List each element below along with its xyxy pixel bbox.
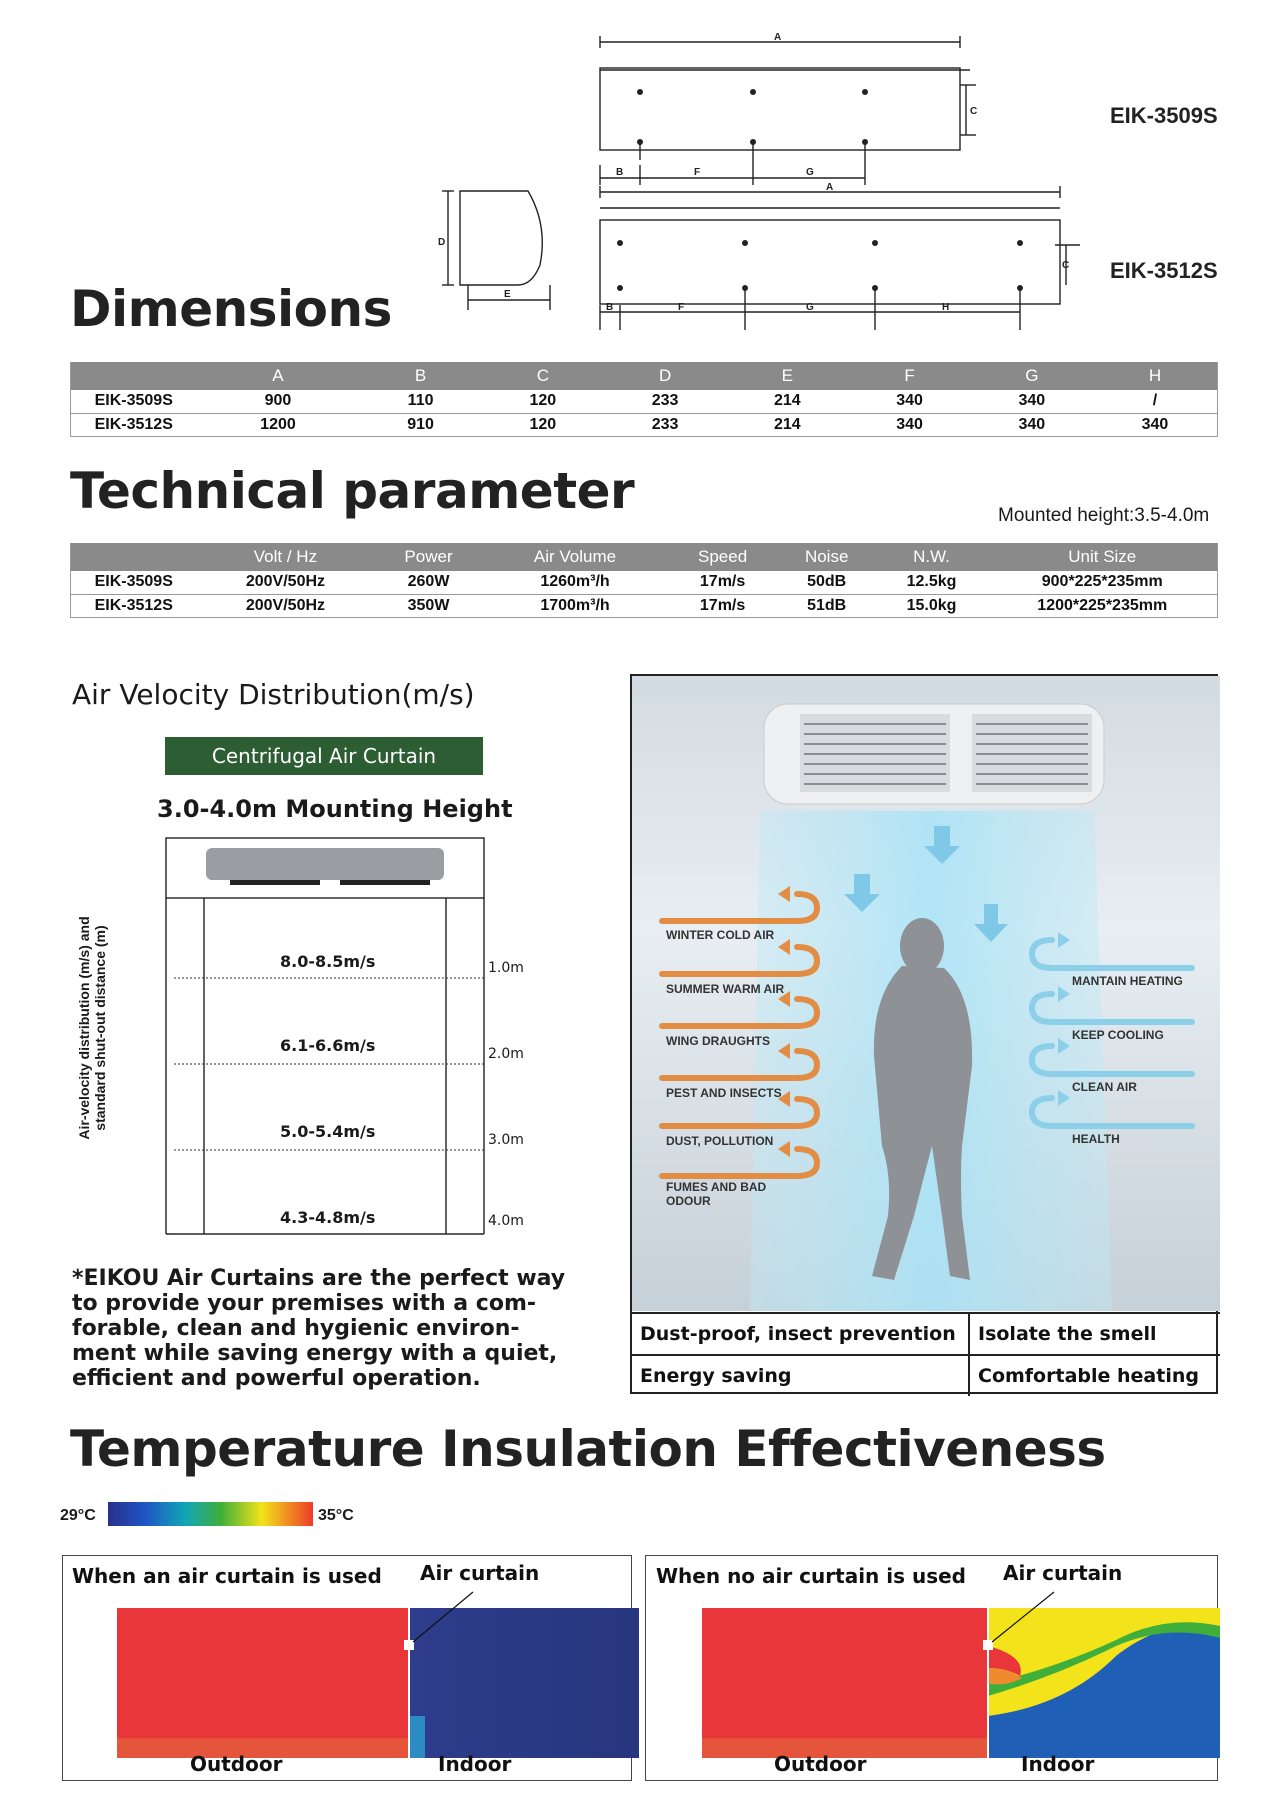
with-curtain-title: When an air curtain is used — [72, 1564, 382, 1588]
dimensions-title: Dimensions — [70, 280, 392, 338]
drawing-letter-e: E — [504, 289, 511, 300]
dimension-drawing-side — [440, 185, 560, 315]
table-cell: EIK-3512S — [71, 594, 197, 617]
velocity-axis-label-line1: Air-velocity distribution (m/s) and — [76, 916, 92, 1140]
table-cell: 214 — [726, 390, 848, 413]
drawing-letter-g-2: G — [806, 302, 814, 313]
table-cell: 1260m³/h — [483, 571, 668, 594]
outdoor-label-summer: SUMMER WARM AIR — [666, 982, 785, 996]
table-cell: 15.0kg — [876, 594, 988, 617]
table-row — [71, 594, 1218, 617]
table-cell: 340 — [848, 390, 970, 413]
eikou-description: *EIKOU Air Curtains are the perfect way to provide your premises with a com-forable, clean and hygienic environ-ment while saving energy with a quiet, efficient and powerful operation. — [72, 1266, 566, 1391]
tech-header-noise: Noise — [778, 543, 876, 571]
dim-header-model — [71, 362, 197, 390]
type-badge: Centrifugal Air Curtain — [165, 737, 483, 775]
indoor-label-health: HEALTH — [1072, 1132, 1120, 1146]
dimension-drawing-3509s — [590, 30, 990, 190]
temperature-scale-bar — [108, 1502, 313, 1526]
dim-header-g: G — [971, 362, 1093, 390]
scale-min: 29°C — [60, 1507, 96, 1524]
velocity-level-4: 4.3-4.8m/s — [280, 1208, 376, 1227]
air-curtain-scene — [630, 674, 1218, 1394]
dim-header-f: F — [848, 362, 970, 390]
drawing-letter-b-2: B — [606, 302, 614, 313]
technical-table — [70, 543, 1218, 618]
tech-header-model — [71, 543, 197, 571]
table-cell: 200V/50Hz — [197, 571, 375, 594]
mounted-height-note: Mounted height:3.5-4.0m — [998, 505, 1210, 526]
table-row — [71, 413, 1218, 436]
table-cell: 50dB — [778, 571, 876, 594]
model-label-3512s: EIK-3512S — [1110, 258, 1218, 283]
table-cell: 340 — [971, 413, 1093, 436]
table-cell: 1200*225*235mm — [988, 594, 1218, 617]
distance-level-3: 3.0m — [488, 1132, 524, 1148]
indoor-label-clean-air: CLEAN AIR — [1072, 1080, 1137, 1094]
distance-level-1: 1.0m — [488, 960, 524, 976]
tech-header-speed: Speed — [667, 543, 777, 571]
table-row — [71, 390, 1218, 413]
dim-header-d: D — [604, 362, 726, 390]
outdoor-label-dust: DUST, POLLUTION — [666, 1134, 774, 1148]
table-cell: 340 — [1093, 413, 1218, 436]
table-row — [71, 571, 1218, 594]
with-outdoor-label: Outdoor — [190, 1752, 283, 1776]
scale-max: 35°C — [318, 1507, 354, 1524]
drawing-letter-h: H — [942, 302, 950, 313]
mount-height-label: 3.0-4.0m Mounting Height — [157, 795, 513, 823]
table-cell: 120 — [482, 390, 604, 413]
with-indoor-label: Indoor — [438, 1752, 512, 1776]
table-cell: 340 — [848, 413, 970, 436]
without-curtain-title: When no air curtain is used — [656, 1564, 966, 1588]
table-cell: 17m/s — [667, 594, 777, 617]
table-cell: EIK-3512S — [71, 413, 197, 436]
table-cell: 260W — [374, 571, 482, 594]
table-cell: 910 — [359, 413, 481, 436]
dim-header-e: E — [726, 362, 848, 390]
tech-header-air-volume: Air Volume — [483, 543, 668, 571]
thermal-without-curtain — [645, 1555, 1218, 1781]
velocity-axis-label-line2: standard shut-out distance (m) — [92, 925, 108, 1131]
feature-comfortable-heating: Comfortable heating — [978, 1365, 1199, 1387]
indoor-label-heating: MANTAIN HEATING — [1072, 974, 1183, 988]
technical-title: Technical parameter — [70, 462, 635, 520]
table-cell: 110 — [359, 390, 481, 413]
distance-level-2: 2.0m — [488, 1046, 524, 1062]
air-curtain-label-2: Air curtain — [1003, 1561, 1123, 1585]
drawing-letter-f-2: F — [678, 302, 685, 313]
tech-header-nw: N.W. — [876, 543, 988, 571]
dimensions-table — [70, 362, 1218, 437]
table-cell: 17m/s — [667, 571, 777, 594]
velocity-level-3: 5.0-5.4m/s — [280, 1122, 376, 1141]
table-cell: 1200 — [197, 413, 360, 436]
table-cell: 233 — [604, 390, 726, 413]
drawing-letter-b: B — [616, 167, 624, 178]
feature-isolate-smell: Isolate the smell — [978, 1323, 1157, 1345]
table-cell: 340 — [971, 390, 1093, 413]
table-cell: / — [1093, 390, 1218, 413]
table-cell: 51dB — [778, 594, 876, 617]
outdoor-label-fumes: FUMES AND BAD ODOUR — [666, 1180, 767, 1208]
drawing-letter-f: F — [694, 167, 701, 178]
without-outdoor-label: Outdoor — [774, 1752, 867, 1776]
table-cell: 900*225*235mm — [988, 571, 1218, 594]
velocity-axis-label — [76, 888, 108, 1168]
tech-header-unit-size: Unit Size — [988, 543, 1218, 571]
table-cell: 350W — [374, 594, 482, 617]
table-cell: 1700m³/h — [483, 594, 668, 617]
air-curtain-label: Air curtain — [420, 1561, 540, 1585]
table-cell: EIK-3509S — [71, 571, 197, 594]
model-label-3509s: EIK-3509S — [1110, 103, 1218, 128]
tech-header-volt: Volt / Hz — [197, 543, 375, 571]
temperature-title: Temperature Insulation Effectiveness — [70, 1420, 1106, 1478]
drawing-letter-a-2: A — [826, 182, 834, 193]
without-indoor-label: Indoor — [1021, 1752, 1095, 1776]
drawing-letter-a: A — [774, 32, 782, 43]
table-cell: 233 — [604, 413, 726, 436]
table-cell: 120 — [482, 413, 604, 436]
dim-header-h: H — [1093, 362, 1218, 390]
indoor-label-cooling: KEEP COOLING — [1072, 1028, 1164, 1042]
velocity-level-1: 8.0-8.5m/s — [280, 952, 376, 971]
table-cell: 12.5kg — [876, 571, 988, 594]
distance-level-4: 4.0m — [488, 1213, 524, 1229]
drawing-letter-c: C — [970, 106, 978, 117]
table-cell: EIK-3509S — [71, 390, 197, 413]
outdoor-label-draughts: WING DRAUGHTS — [666, 1034, 770, 1048]
tech-header-power: Power — [374, 543, 482, 571]
drawing-letter-g: G — [806, 167, 814, 178]
table-cell: 900 — [197, 390, 360, 413]
dim-header-c: C — [482, 362, 604, 390]
outdoor-label-winter: WINTER COLD AIR — [666, 928, 775, 942]
outdoor-label-pests: PEST AND INSECTS — [666, 1086, 782, 1100]
feature-energy-saving: Energy saving — [640, 1365, 792, 1387]
dim-header-a: A — [197, 362, 360, 390]
table-cell: 200V/50Hz — [197, 594, 375, 617]
drawing-letter-d: D — [438, 237, 446, 248]
table-cell: 214 — [726, 413, 848, 436]
velocity-level-2: 6.1-6.6m/s — [280, 1036, 376, 1055]
thermal-with-curtain — [62, 1555, 632, 1781]
feature-dust-proof: Dust-proof, insect prevention — [640, 1323, 956, 1345]
velocity-title: Air Velocity Distribution(m/s) — [72, 678, 475, 711]
drawing-letter-c-2: C — [1062, 260, 1070, 271]
dimension-drawing-3512s — [590, 180, 1070, 340]
dim-header-b: B — [359, 362, 481, 390]
